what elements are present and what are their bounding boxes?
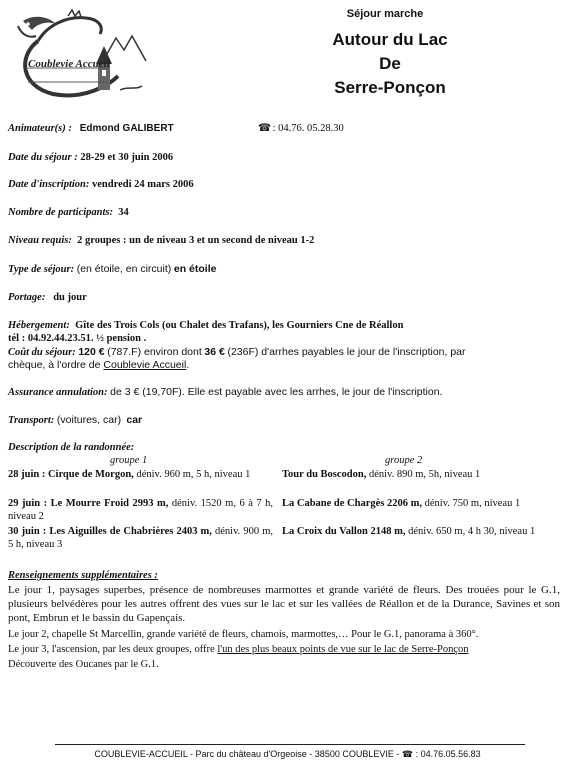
hebergement-line1: Gîte des Trois Cols (ou Chalet des Trafans), les Gourniers Cne de Réallon bbox=[75, 320, 404, 331]
transport-value: car bbox=[126, 414, 143, 426]
animateur-phone: : 04.76. 05.28.30 bbox=[272, 123, 344, 134]
g1-day2 bbox=[8, 497, 273, 523]
g2-day1-title: Tour du Boscodon, bbox=[282, 469, 367, 480]
g2-day2-title: La Cabane de Chargès 2206 m, bbox=[282, 498, 423, 509]
g1-day1 bbox=[8, 468, 273, 481]
g1-day3-title: 30 juin : Les Aiguilles de Chabrières 2403 m, bbox=[8, 526, 212, 537]
sejour-label: Séjour marche bbox=[346, 8, 424, 20]
title-line1: Autour du Lac bbox=[332, 30, 448, 49]
date-inscription-label: Date d'inscription: bbox=[8, 179, 90, 190]
assurance-row bbox=[8, 386, 442, 399]
animateur-phone-row bbox=[258, 122, 344, 135]
participants-row bbox=[8, 206, 129, 219]
renseignements-p1: Le jour 1, paysages superbes, présence de nombreuses marmottes et grande variété de fleurs. Des trouées pour le G.1, plusieurs belvédères pour les autres offrent des vues sur le lac et sur les vallées de Réallon et de la Durance, Savines et son pont, Embrun et le bassin du Gapençais. bbox=[8, 584, 560, 624]
type-sejour-label: Type de séjour: bbox=[8, 264, 75, 275]
niveau-row bbox=[8, 234, 314, 247]
portage-value: du jour bbox=[53, 292, 87, 303]
footer-phone: : 04.76.05.56.83 bbox=[415, 749, 481, 759]
animateur-row bbox=[8, 122, 174, 135]
renseignements-p4: Découverte des Oucanes par le G.1. bbox=[8, 659, 159, 670]
telephone-icon: ☎ bbox=[258, 123, 272, 134]
participants-value: 34 bbox=[118, 207, 129, 218]
cout-line2-end: . bbox=[186, 359, 190, 371]
cout-label: Coût du séjour: bbox=[8, 347, 76, 358]
telephone-icon: ☎ bbox=[401, 749, 414, 759]
cout-arrhes: 36 € bbox=[204, 346, 225, 358]
renseignements-p2: Le jour 2, chapelle St Marcellin, grande variété de fleurs, chamois, marmottes,… Pour le G.1, panorama à 360°. bbox=[8, 629, 479, 640]
hebergement-line2: tél : 04.92.44.23.51. ½ pension . bbox=[8, 333, 147, 344]
date-inscription-value: vendredi 24 mars 2006 bbox=[92, 179, 194, 190]
g1-day3-detail: déniv. 900 m, 5 h, niveau 3 bbox=[8, 526, 273, 550]
transport-options: (voitures, car) bbox=[56, 414, 122, 426]
g2-day3-detail: déniv. 650 m, 4 h 30, niveau 1 bbox=[408, 526, 536, 537]
date-inscription-row bbox=[8, 178, 194, 191]
date-sejour-label: Date du séjour : bbox=[8, 152, 78, 163]
renseignements-p3-link: l'un des plus beaux points de vue sur le lac de Serre-Ponçon bbox=[217, 644, 469, 655]
groupe1-heading: groupe 1 bbox=[110, 455, 148, 466]
g1-day2-title: 29 juin : Le Mourre Froid 2993 m, bbox=[8, 498, 169, 509]
g1-day2-detail: déniv. 1520 m, 6 à 7 h, niveau 2 bbox=[8, 498, 274, 522]
footer bbox=[0, 749, 575, 760]
logo bbox=[8, 6, 153, 101]
type-sejour-options: (en étoile, en circuit) bbox=[76, 263, 172, 275]
cout-end: (236F) d'arrhes payables le jour de l'inscription, par bbox=[227, 346, 466, 358]
randonnee-label: Description de la randonnée: bbox=[8, 442, 135, 453]
title-line2: De bbox=[379, 54, 401, 73]
transport-row bbox=[8, 414, 142, 427]
animateur-name: Edmond GALIBERT bbox=[79, 123, 174, 134]
type-sejour-row bbox=[8, 263, 217, 276]
cout-rest: (787.F) environ dont bbox=[107, 346, 202, 358]
g2-day2-detail: déniv. 750 m, niveau 1 bbox=[424, 498, 521, 509]
g1-day1-detail: déniv. 960 m, 5 h, niveau 1 bbox=[136, 469, 251, 480]
renseignements-p3-start: Le jour 3, l'ascension, par les deux groupes, offre bbox=[8, 644, 215, 655]
portage-row bbox=[8, 291, 87, 304]
groupe2-heading: groupe 2 bbox=[385, 455, 423, 466]
g2-day1-detail: déniv. 890 m, 5h, niveau 1 bbox=[368, 469, 481, 480]
participants-label: Nombre de participants: bbox=[8, 207, 113, 218]
niveau-label: Niveau requis: bbox=[8, 235, 72, 246]
transport-label: Transport: bbox=[8, 415, 55, 426]
renseignements-label: Renseignements supplémentaires : bbox=[8, 570, 158, 581]
logo-text: Coublevie Accueil bbox=[28, 58, 110, 70]
g1-day1-title: 28 juin : Cirque de Morgon, bbox=[8, 469, 134, 480]
type-sejour-value: en étoile bbox=[173, 263, 217, 275]
coublevie-accueil-link[interactable]: Coublevie Accueil bbox=[103, 359, 187, 371]
g2-day1 bbox=[282, 468, 557, 481]
g1-day3 bbox=[8, 525, 273, 551]
title-line3: Serre-Ponçon bbox=[334, 78, 446, 97]
renseignements-p3 bbox=[8, 643, 469, 656]
cout-row bbox=[8, 346, 466, 359]
assurance-label: Assurance annulation: bbox=[8, 387, 108, 398]
footer-text: COUBLEVIE-ACCUEIL - Parc du château d'Orgeoise - 38500 COUBLEVIE - bbox=[94, 749, 400, 759]
niveau-value: 2 groupes : un de niveau 3 et un second de niveau 1-2 bbox=[77, 235, 315, 246]
cout-line2-start: chèque, à l'ordre de bbox=[8, 359, 101, 371]
date-sejour-value: 28-29 et 30 juin 2006 bbox=[80, 152, 174, 163]
g2-day3 bbox=[282, 525, 557, 538]
cout-line2 bbox=[8, 359, 189, 372]
cout-amount: 120 € bbox=[78, 346, 105, 358]
footer-divider bbox=[55, 744, 525, 745]
g2-day2 bbox=[282, 497, 557, 510]
hebergement-row bbox=[8, 319, 403, 332]
g2-day3-title: La Croix du Vallon 2148 m, bbox=[282, 526, 406, 537]
hebergement-label: Hébergement: bbox=[8, 320, 70, 331]
animateur-label: Animateur(s) : bbox=[8, 123, 72, 134]
date-sejour-row bbox=[8, 151, 173, 164]
assurance-text: de 3 € (19,70F). Elle est payable avec les arrhes, le jour de l'inscription. bbox=[110, 386, 443, 398]
portage-label: Portage: bbox=[8, 292, 46, 303]
